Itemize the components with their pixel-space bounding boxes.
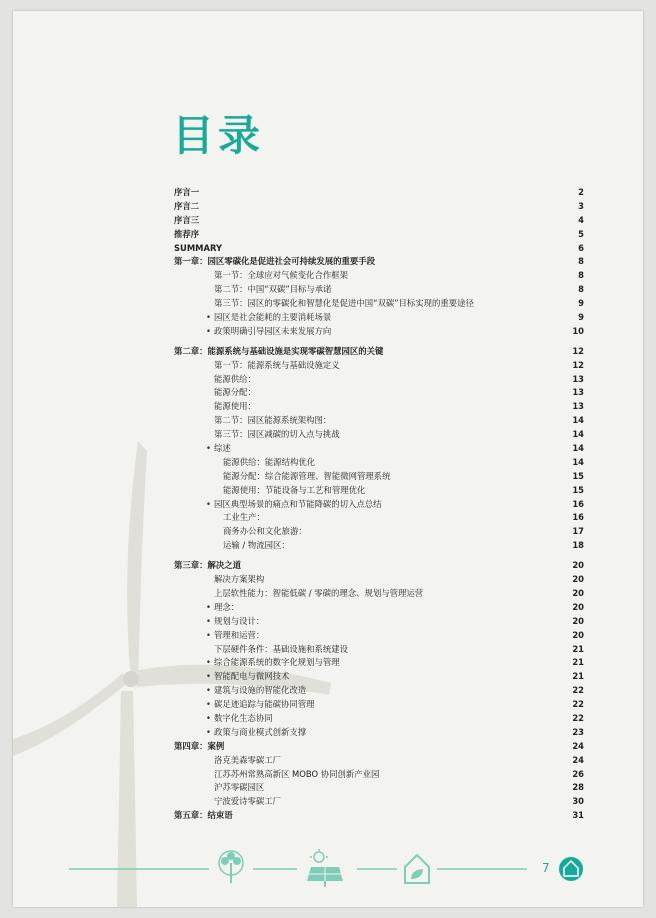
toc-entry-label: 序言二	[174, 200, 200, 211]
toc-entry[interactable]	[174, 656, 584, 670]
toc-entry-label: 第三节：园区的零碳化和智慧化是促进中国“双碳”目标实现的重要途径	[214, 298, 474, 309]
toc-entry-page: 21	[572, 643, 584, 654]
toc-entry-page: 20	[572, 615, 584, 626]
toc-entry[interactable]	[174, 311, 584, 325]
solar-panel-icon	[307, 849, 343, 887]
toc-entry[interactable]	[174, 712, 584, 726]
toc-chapter-entry[interactable]	[174, 345, 584, 359]
toc-entry-page: 12	[572, 359, 584, 370]
toc-entry-label: • 数字化生态协同	[214, 712, 273, 726]
toc-entry-page: 24	[572, 740, 584, 751]
house-leaf-icon	[405, 855, 429, 883]
toc-entry-label: • 碳足迹追踪与能碳协同管理	[214, 698, 315, 712]
toc-entry-page: 3	[578, 200, 584, 211]
toc-entry-label: 能源供给：	[214, 373, 256, 384]
toc-entry-label: • 政策与商业模式创新支撑	[214, 726, 306, 740]
toc-entry[interactable]	[174, 781, 584, 795]
toc-entry-label: • 园区是社会能耗的主要消耗场景	[214, 311, 331, 325]
toc-entry-page: 8	[578, 270, 584, 281]
toc-entry[interactable]	[174, 726, 584, 740]
toc-entry[interactable]	[174, 428, 584, 442]
toc-entry-page: 24	[572, 754, 584, 765]
toc-entry-page: 20	[572, 601, 584, 612]
toc-entry[interactable]	[174, 768, 584, 782]
toc-entry-page: 21	[572, 657, 584, 668]
toc-chapter-entry[interactable]	[174, 809, 584, 823]
toc-entry[interactable]	[174, 587, 584, 601]
toc-entry-label: 上层软性能力：智能低碳 / 零碳的理念、规划与管理运营	[214, 587, 424, 598]
toc-entry-page: 22	[572, 712, 584, 723]
toc-entry-page: 23	[572, 726, 584, 737]
page-title: 目录	[172, 111, 265, 160]
toc-entry-label: 第四章：案例	[174, 740, 225, 751]
toc-entry-label: 第三节：园区减碳的切入点与挑战	[214, 429, 340, 440]
toc-entry-page: 10	[572, 325, 584, 336]
toc-entry-page: 18	[572, 540, 584, 551]
toc-entry-page: 13	[572, 401, 584, 412]
toc-entry[interactable]	[174, 754, 584, 768]
toc-entry-page: 5	[578, 228, 584, 239]
document-page	[13, 11, 643, 907]
toc-entry-label: 江苏苏州常熟高新区 MOBO 协同创新产业园	[214, 768, 380, 779]
toc-entry-page: 20	[572, 574, 584, 585]
toc-entry-label: 解决方案架构	[214, 574, 265, 585]
toc-entry-page: 15	[572, 470, 584, 481]
toc-entry-page: 9	[578, 312, 584, 323]
toc-entry[interactable]	[174, 698, 584, 712]
toc-entry[interactable]	[174, 414, 584, 428]
toc-entry-page: 13	[572, 373, 584, 384]
toc-entry-page: 17	[572, 526, 584, 537]
toc-entry-label: 能源分配：综合能源管理、智能微网管理系统	[223, 470, 391, 481]
toc-entry-label: 推荐序	[174, 228, 200, 239]
toc-entry[interactable]	[174, 498, 584, 512]
toc-entry[interactable]	[174, 456, 584, 470]
toc-entry-label: 工业生产：	[223, 512, 265, 523]
toc-chapter-entry[interactable]	[174, 740, 584, 754]
toc-entry-page: 14	[572, 429, 584, 440]
table-of-contents	[174, 186, 584, 823]
toc-entry[interactable]	[174, 615, 584, 629]
toc-entry-label: 第二节：中国“双碳”目标与承诺	[214, 284, 332, 295]
toc-entry-label: • 理念：	[214, 601, 239, 615]
toc-entry-page: 14	[572, 415, 584, 426]
toc-entry-label: 能源供给：能源结构优化	[223, 456, 316, 467]
toc-entry[interactable]	[174, 629, 584, 643]
toc-entry-label: 下层硬件条件：基础设施和系统建设	[214, 643, 348, 654]
toc-entry-label: 第三章：解决之道	[174, 560, 241, 571]
toc-entry-page: 12	[572, 345, 584, 356]
toc-chapter-entry[interactable]	[174, 228, 584, 242]
toc-entry-label: • 政策明确引导园区未来发展方向	[214, 325, 331, 339]
toc-entry-page: 28	[572, 782, 584, 793]
toc-entry-label: 第一节：全球应对气候变化合作框架	[214, 270, 348, 281]
toc-entry-page: 16	[572, 512, 584, 523]
tree-icon	[219, 851, 243, 883]
toc-entry-label: 第五章：结束语	[174, 810, 233, 821]
toc-entry-label: 能源使用：	[214, 401, 256, 412]
toc-entry[interactable]	[174, 643, 584, 657]
toc-entry[interactable]	[174, 373, 584, 387]
toc-chapter-entry[interactable]	[174, 186, 584, 200]
toc-entry-page: 15	[572, 484, 584, 495]
toc-entry-page: 4	[578, 214, 584, 225]
toc-entry[interactable]	[174, 684, 584, 698]
toc-entry-label: 第一节：能源系统与基础设施定义	[214, 359, 340, 370]
toc-chapter-entry[interactable]	[174, 214, 584, 228]
toc-entry-page: 22	[572, 699, 584, 710]
toc-entry-label: 第二节：园区能源系统架构图：	[214, 415, 332, 426]
toc-entry-page: 31	[572, 810, 584, 821]
toc-entry-page: 20	[572, 560, 584, 571]
toc-entry-label: • 综述	[214, 442, 231, 456]
toc-entry[interactable]	[174, 386, 584, 400]
toc-entry-page: 21	[572, 671, 584, 682]
toc-entry-page: 2	[578, 187, 584, 197]
toc-chapter-entry[interactable]	[174, 255, 584, 269]
toc-entry[interactable]	[174, 283, 584, 297]
toc-entry[interactable]	[174, 470, 584, 484]
page-footer	[13, 849, 643, 889]
toc-entry-label: • 建筑与设施的智能化改造	[214, 684, 306, 698]
toc-entry[interactable]	[174, 795, 584, 809]
toc-entry-label: • 智能配电与微网技术	[214, 670, 289, 684]
toc-entry-label: • 规划与设计：	[214, 615, 264, 629]
toc-entry-page: 8	[578, 256, 584, 267]
toc-entry-label: 第一章：园区零碳化是促进社会可持续发展的重要手段	[174, 256, 375, 267]
toc-entry-page: 14	[572, 443, 584, 454]
toc-chapter-entry[interactable]	[174, 242, 584, 256]
toc-entry[interactable]	[174, 484, 584, 498]
toc-entry-page: 8	[578, 284, 584, 295]
toc-entry[interactable]	[174, 525, 584, 539]
toc-entry-label: 能源分配：	[214, 387, 256, 398]
toc-entry-page: 9	[578, 298, 584, 309]
toc-entry-page: 22	[572, 685, 584, 696]
toc-entry-label: 沪苏零碳园区	[214, 782, 265, 793]
toc-entry-page: 20	[572, 629, 584, 640]
toc-entry-label: 序言一	[174, 187, 200, 197]
toc-chapter-entry[interactable]	[174, 559, 584, 573]
home-badge-icon	[559, 857, 583, 881]
toc-entry[interactable]	[174, 511, 584, 525]
toc-entry-page: 6	[578, 242, 584, 253]
toc-entry-label: 洛克美森零碳工厂	[214, 754, 281, 765]
toc-entry[interactable]	[174, 442, 584, 456]
toc-entry[interactable]	[174, 601, 584, 615]
toc-entry[interactable]	[174, 400, 584, 414]
toc-entry-label: 第二章：能源系统与基础设施是实现零碳智慧园区的关键	[174, 345, 384, 356]
page-number: 7	[542, 861, 550, 875]
toc-entry[interactable]	[174, 269, 584, 283]
toc-entry-page: 20	[572, 587, 584, 598]
toc-entry-page: 26	[572, 768, 584, 779]
toc-entry-label: 序言三	[174, 214, 200, 225]
toc-entry-page: 13	[572, 387, 584, 398]
toc-entry-page: 30	[572, 796, 584, 807]
toc-entry[interactable]	[174, 325, 584, 339]
toc-entry-page: 16	[572, 498, 584, 509]
toc-chapter-entry[interactable]	[174, 200, 584, 214]
toc-entry-label: 宁波爱诗零碳工厂	[214, 796, 281, 807]
toc-entry[interactable]	[174, 359, 584, 373]
toc-entry[interactable]	[174, 539, 584, 553]
toc-entry-label: 运输 / 物流园区：	[223, 540, 290, 551]
toc-entry-label: • 园区典型场景的痛点和节能降碳的切入点总结	[214, 498, 382, 512]
toc-entry[interactable]	[174, 297, 584, 311]
toc-entry[interactable]	[174, 670, 584, 684]
toc-entry-page: 14	[572, 456, 584, 467]
toc-entry-label: SUMMARY	[174, 242, 223, 253]
toc-entry-label: 商务办公和文化旅游：	[223, 526, 307, 537]
toc-entry-label: • 综合能源系统的数字化规划与管理	[214, 656, 340, 670]
toc-entry[interactable]	[174, 573, 584, 587]
toc-entry-label: • 管理和运营：	[214, 629, 264, 643]
toc-entry-label: 能源使用：节能设备与工艺和管理优化	[223, 484, 366, 495]
